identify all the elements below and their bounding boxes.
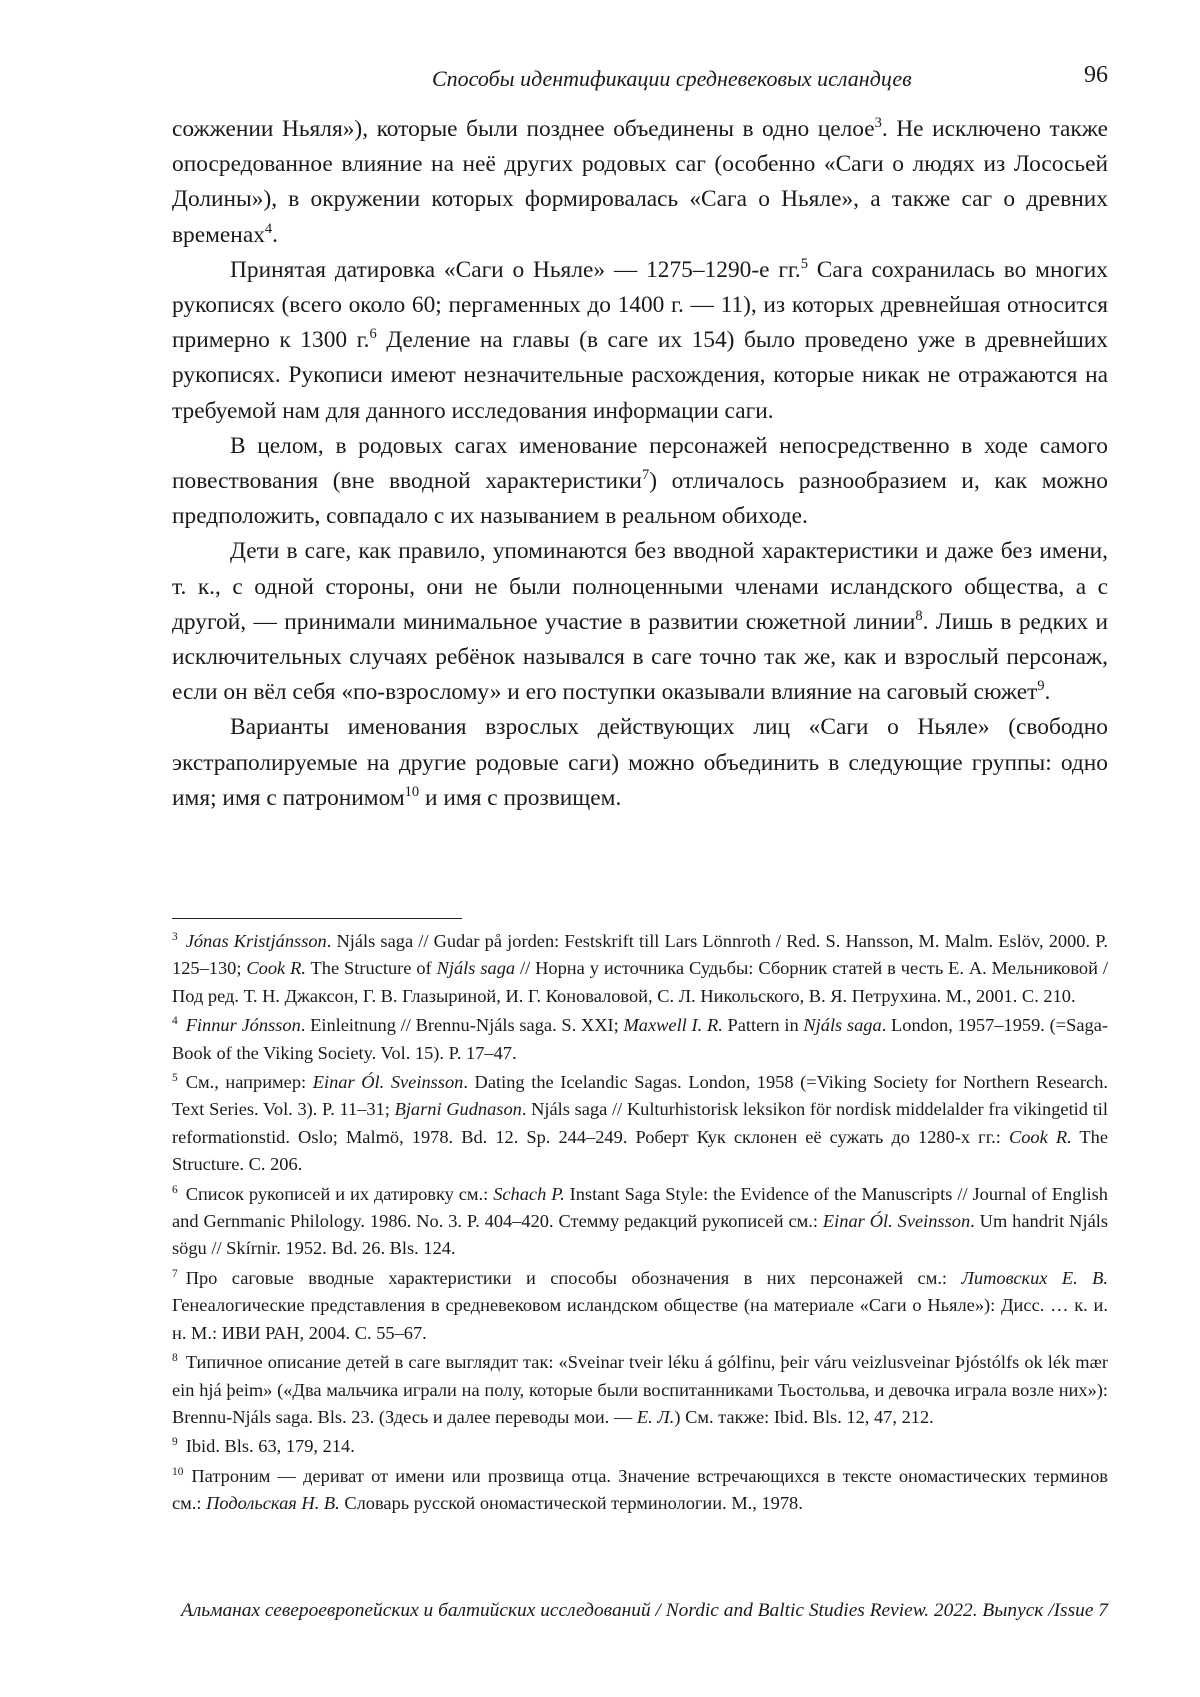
main-text bbox=[172, 112, 1108, 816]
author-name: Schach P. bbox=[493, 1184, 565, 1204]
footnote-number: 8 bbox=[172, 1352, 178, 1364]
paragraph-1 bbox=[172, 112, 1108, 253]
paragraph-text: ) отличалось разнообразием и, как можно предположить, совпадало с их называнием в реальном обиходе. bbox=[172, 468, 1108, 529]
footnotes bbox=[172, 928, 1108, 1520]
journal-footer: Альманах североевропейских и балтийских исследований / Nordic and Baltic Studies Review. 2022. Выпуск /Issue 7 bbox=[172, 1600, 1108, 1622]
paragraph-2 bbox=[172, 253, 1108, 429]
paragraph-text: Сага сохранилась во многих рукописях (всего около 60; пергаменных до 1400 г. — 11), из которых древнейшая относится примерно к 1300 г. bbox=[172, 257, 1108, 353]
author-name: Литовских Е. В. bbox=[961, 1268, 1108, 1288]
footnote-number: 5 bbox=[172, 1072, 178, 1084]
footnote-7 bbox=[172, 1265, 1108, 1347]
footnote-text: . Njáls saga // Gudar på jorden: Festskrift till Lars Lönnroth / Red. S. Hansson, M. Malm. Eslöv, 2000. P. 125–130; bbox=[172, 931, 1108, 978]
footnote-text: Pattern in bbox=[723, 1015, 804, 1035]
footnote-text: Про саговые вводные характеристики и способы обозначения в них персонажей см.: bbox=[186, 1268, 962, 1288]
paragraph-text: . bbox=[272, 222, 278, 248]
footnote-text: . Einleitnung // Brennu-Njáls saga. S. XXI; bbox=[301, 1015, 624, 1035]
author-name: Einar Ól. Sveinsson bbox=[313, 1072, 464, 1092]
paragraph-text: Дети в саге, как правило, упоминаются без вводной характеристики и даже без имени, т. к., с одной стороны, они не были полноценными членами исландского общества, а с другой, — принимали минимальное участие в развитии сюжетной линии bbox=[172, 538, 1108, 634]
footnote-text: Ibid. Bls. 63, 179, 214. bbox=[186, 1436, 355, 1456]
footnote-number: 10 bbox=[172, 1466, 183, 1478]
paragraph-text: сожжении Ньяля»), которые были позднее объединены в одно целое bbox=[172, 116, 875, 142]
footnote-5 bbox=[172, 1069, 1108, 1179]
footnote-number: 6 bbox=[172, 1184, 178, 1196]
footnote-ref-9[interactable]: 9 bbox=[1037, 678, 1044, 694]
footnote-number: 7 bbox=[172, 1268, 178, 1280]
footnote-text: . Dating the Icelandic Sagas. London, 1958 (=Viking Society for Northern Research. Text Series. Vol. 3). P. 11–31; bbox=[172, 1072, 1108, 1119]
footnote-ref-7[interactable]: 7 bbox=[642, 467, 649, 483]
footnote-number: 9 bbox=[172, 1436, 178, 1448]
running-header bbox=[172, 66, 1108, 106]
author-name: Jónas Kristjánsson bbox=[186, 931, 327, 951]
running-title: Способы идентификации средневековых исландцев bbox=[432, 66, 912, 92]
author-name: Einar Ól. Sveinsson bbox=[823, 1211, 970, 1231]
paragraph-3 bbox=[172, 429, 1108, 535]
footnote-number: 4 bbox=[172, 1015, 178, 1027]
author-name: Bjarni Gudnason bbox=[395, 1099, 522, 1119]
paragraph-5 bbox=[172, 710, 1108, 816]
footnote-9 bbox=[172, 1433, 1108, 1460]
footnote-ref-6[interactable]: 6 bbox=[369, 326, 376, 342]
footnote-text: // Норна у источника Судьбы: Сборник статей в честь Е. А. Мельниковой / Под ред. Т. Н. Джаксон, Г. В. Глазыриной, И. Г. Коноваловой, С. Л. Никольского, В. Я. Петрухина. М., 2001. С. 210. bbox=[172, 958, 1108, 1005]
page-number: 96 bbox=[1084, 62, 1108, 89]
footnote-4 bbox=[172, 1012, 1108, 1067]
footnote-text: См., например: bbox=[186, 1072, 313, 1092]
footnote-3 bbox=[172, 928, 1108, 1010]
paragraph-text: и имя с прозвищем. bbox=[419, 785, 621, 811]
footnote-text: Словарь русской ономастической терминологии. М., 1978. bbox=[340, 1493, 803, 1513]
footnote-6 bbox=[172, 1181, 1108, 1263]
paragraph-4 bbox=[172, 534, 1108, 710]
footnote-text: Список рукописей и их датировку см.: bbox=[186, 1184, 493, 1204]
paragraph-text: В целом, в родовых сагах именование персонажей непосредственно в ходе самого повествования (вне вводной характеристики bbox=[172, 433, 1108, 494]
paragraph-text: Деление на главы (в саге их 154) было проведено уже в древнейших рукописях. Рукописи имеют незначительные расхождения, которые никак не отражаются на требуемой нам для данного исследования информации саги. bbox=[172, 327, 1108, 423]
footnote-text: ) См. также: Ibid. Bls. 12, 47, 212. bbox=[674, 1407, 933, 1427]
paragraph-text: Принятая датировка «Саги о Ньяле» — 1275–1290-е гг. bbox=[230, 257, 801, 283]
author-name: Cook R. bbox=[246, 958, 306, 978]
footnote-separator bbox=[172, 918, 462, 919]
author-initials: Е. Л. bbox=[637, 1407, 674, 1427]
paragraph-text: . Лишь в редких и исключительных случаях ребёнок назывался в саге точно так же, как и взрослый персонаж, если он вёл себя «по-взрослому» и его поступки оказывали влияние на саговый сюжет bbox=[172, 609, 1108, 705]
footnote-ref-10[interactable]: 10 bbox=[405, 784, 420, 800]
footnote-text: . London, 1957–1959. (=Saga-Book of the Viking Society. Vol. 15). P. 17–47. bbox=[172, 1015, 1108, 1062]
footnote-text: The Structure of bbox=[306, 958, 437, 978]
title-italic: Njáls saga bbox=[437, 958, 516, 978]
paragraph-text: . bbox=[1045, 679, 1051, 705]
paragraph-text: . Не исключено также опосредованное влияние на неё других родовых саг (особенно «Саги о людях из Лососьей Долины»), в окружении которых формировалась «Сага о Ньяле», а также саг о древних временах bbox=[172, 116, 1108, 248]
footnote-text: Instant Saga Style: the Evidence of the Manuscripts // Journal of English and Gernmanic Philology. 1986. No. 3. P. 404–420. Стемму редакций рукописей см.: bbox=[172, 1184, 1108, 1231]
author-name: Cook R. bbox=[1009, 1127, 1072, 1147]
footnote-ref-4[interactable]: 4 bbox=[265, 221, 272, 237]
footnote-text: The Structure. С. 206. bbox=[172, 1127, 1108, 1174]
footnote-text: . Njáls saga // Kulturhistorisk leksikon för nordisk middelalder fra vikingetid til reformationstid. Oslo; Malmö, 1978. Bd. 12. Sp. 244–249. Роберт Кук склонен её сужать до 1280-х гг.: bbox=[172, 1099, 1108, 1146]
footnote-ref-8[interactable]: 8 bbox=[915, 608, 922, 624]
footnote-text: Патроним — дериват от имени или прозвища отца. Значение встречающихся в тексте ономастических терминов см.: bbox=[172, 1466, 1108, 1513]
footnote-ref-5[interactable]: 5 bbox=[801, 256, 808, 272]
footnote-text: . Um handrit Njáls sögu // Skírnir. 1952. Bd. 26. Bls. 124. bbox=[172, 1211, 1108, 1258]
title-italic: Njáls saga bbox=[803, 1015, 881, 1035]
author-name: Maxwell I. R. bbox=[623, 1015, 722, 1035]
footnote-number: 3 bbox=[172, 931, 178, 943]
author-name: Finnur Jónsson bbox=[186, 1015, 301, 1035]
footnote-text: Генеалогические представления в средневековом исландском обществе (на материале «Саги о Ньяле»): Дисс. … к. и. н. М.: ИВИ РАН, 2004. С. 55–67. bbox=[172, 1295, 1108, 1342]
footnote-10 bbox=[172, 1463, 1108, 1518]
footnote-text: Типичное описание детей в саге выглядит так: «Sveinar tveir léku á gólfinu, þeir váru veizlusveinar Þjóstólfs ok lék mær ein hjá þeim» («Два мальчика играли на полу, которые были воспитанниками Тьостольва, и девочка играла возле них»): Brennu-Njáls saga. Bls. 23. (Здесь и далее переводы мои. — bbox=[172, 1352, 1108, 1427]
paragraph-text: Варианты именования взрослых действующих лиц «Саги о Ньяле» (свободно экстраполируемые на другие родовые саги) можно объединить в следующие группы: одно имя; имя с патронимом bbox=[172, 714, 1108, 810]
footnote-ref-3[interactable]: 3 bbox=[875, 115, 882, 131]
author-name: Подольская Н. В. bbox=[206, 1493, 340, 1513]
footnote-8 bbox=[172, 1349, 1108, 1431]
